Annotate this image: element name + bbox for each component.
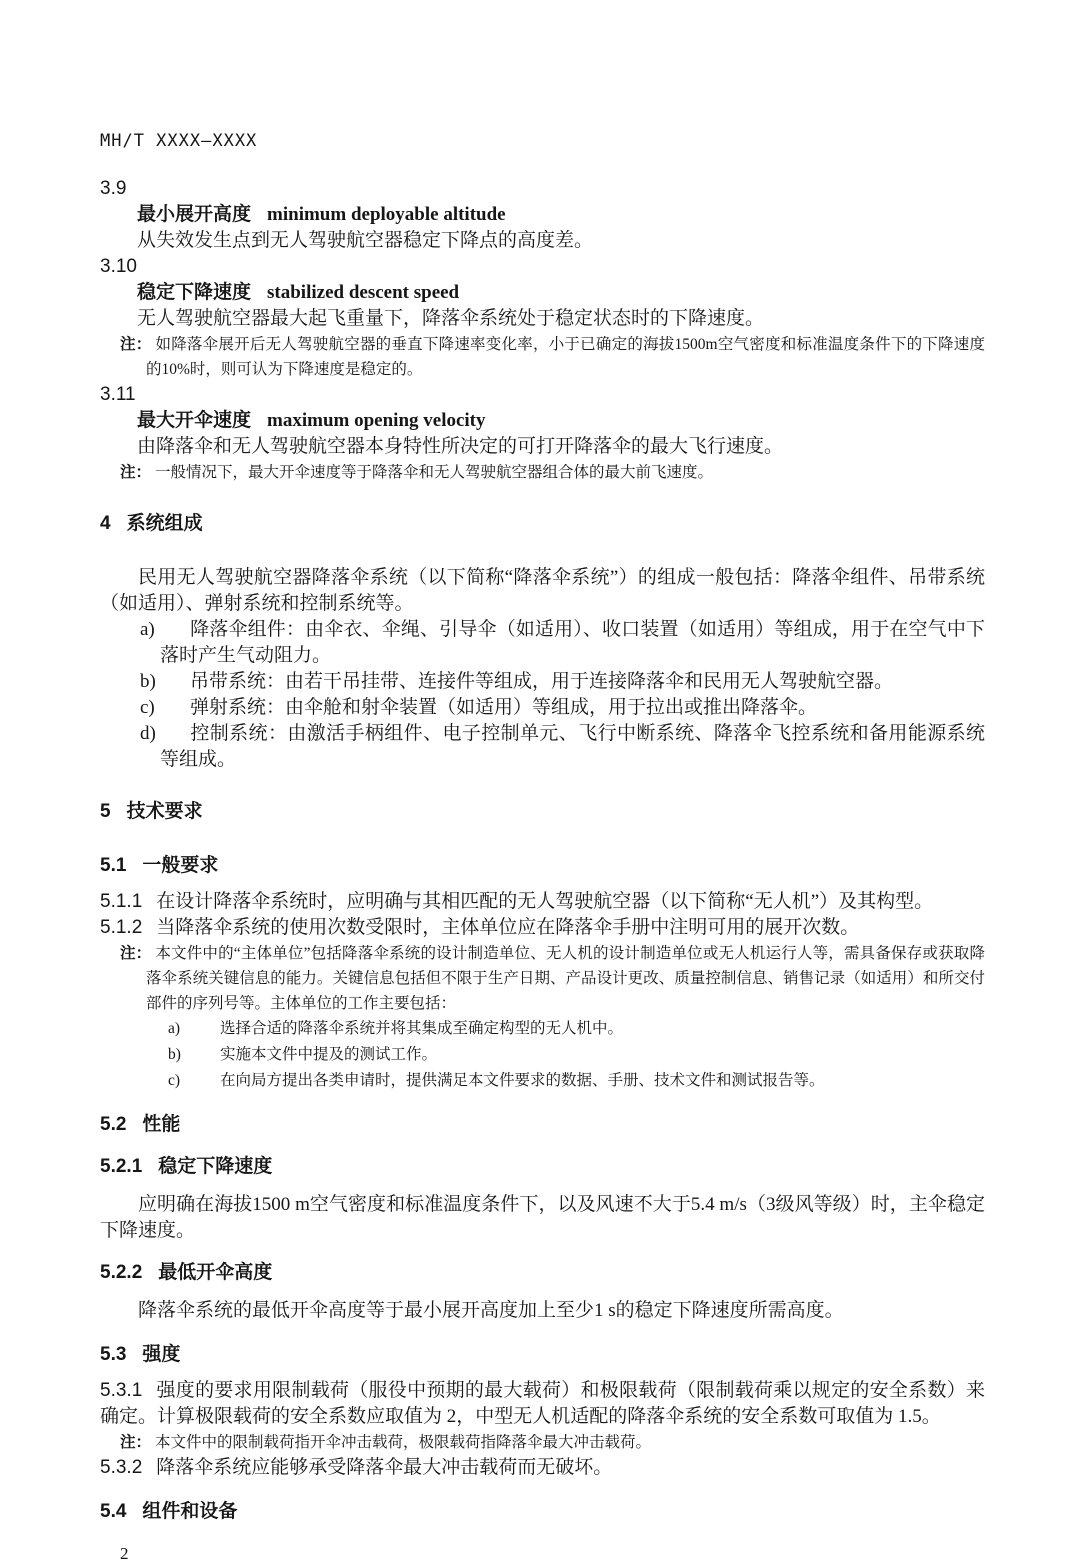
term-3-10-definition: 无人驾驶航空器最大起飞重量下，降落伞系统处于稳定状态时的下降速度。 xyxy=(137,308,765,329)
term-3-11-heading xyxy=(100,408,985,434)
list-text: 弹射系统：由伞舱和射伞装置（如适用）等组成，用于拉出或推出降落伞。 xyxy=(190,697,818,718)
section-title: 一般要求 xyxy=(142,855,219,876)
section-number: 5.1 xyxy=(100,855,127,876)
section-number: 5.4 xyxy=(100,1501,127,1522)
note-text: 本文件中的限制载荷指开伞冲击载荷，极限载荷指降落伞最大冲击载荷。 xyxy=(155,1434,652,1451)
clause-5-3-2 xyxy=(100,1455,985,1481)
list-marker: d) xyxy=(140,723,156,744)
note-text: 本文件中的“主体单位”包括降落伞系统的设计制造单位、无人机的设计制造单位或无人机运行人等，需具备保存或获取降落伞系统关键信息的能力。关键信息包括但不限于生产日期、产品设计更改、质量控制信息、销售记录（如适用）和所交付部件的序列号等。主体单位的工作主要包括： xyxy=(146,945,985,1012)
clause-5-1-1 xyxy=(100,889,985,915)
section-number: 4 xyxy=(100,513,111,534)
section-title: 最低开伞高度 xyxy=(158,1262,273,1283)
clause-text: 强度的要求用限制载荷（服役中预期的最大载荷）和极限载荷（限制载荷乘以规定的安全系数）来确定。计算极限载荷的安全系数应取值为 2，中型无人机适配的降落伞系统的安全系数可取值为 1.5。 xyxy=(100,1380,985,1427)
term-zh: 最大开伞速度 xyxy=(137,410,252,431)
term-3-10-heading xyxy=(100,280,985,306)
clause-5-1-2-note xyxy=(120,941,985,1016)
note-text: 一般情况下，最大开伞速度等于降落伞和无人驾驶航空器组合体的最大前飞速度。 xyxy=(155,464,714,481)
clause-5-1-2 xyxy=(100,915,985,941)
page-number: 2 xyxy=(120,1544,129,1563)
section-number: 5.2 xyxy=(100,1114,127,1135)
section-5-2-1-text: 应明确在海拔1500 m空气密度和标准温度条件下，以及风速不大于5.4 m/s（3级风等级）时，主伞稳定下降速度。 xyxy=(100,1194,985,1241)
clause-text: 当降落伞系统的使用次数受限时，主体单位应在降落伞手册中注明可用的展开次数。 xyxy=(156,917,860,938)
section-title: 组件和设备 xyxy=(142,1501,238,1522)
list-marker: b) xyxy=(168,1046,181,1063)
list-marker: c) xyxy=(140,697,155,718)
clause-5-3-1 xyxy=(100,1378,985,1430)
clause-number: 5.3.1 xyxy=(100,1380,143,1401)
clause-number: 5.1.1 xyxy=(100,891,143,912)
section-5-2-heading xyxy=(100,1112,985,1138)
clause-text: 降落伞系统应能够承受降落伞最大冲击载荷而无破坏。 xyxy=(156,1457,613,1478)
section-number: 5.2.1 xyxy=(100,1156,143,1177)
section-5-1-heading xyxy=(100,853,985,879)
list-text: 在向局方提出各类申请时，提供满足本文件要求的数据、手册、技术文件和测试报告等。 xyxy=(220,1072,825,1089)
term-zh: 最小展开高度 xyxy=(137,204,252,225)
term-zh: 稳定下降速度 xyxy=(137,282,252,303)
term-en: minimum deployable altitude xyxy=(267,204,506,225)
term-3-9-definition: 从失效发生点到无人驾驶航空器稳定下降点的高度差。 xyxy=(137,230,594,251)
term-3-10-note xyxy=(120,332,985,382)
note-label: 注： xyxy=(120,945,152,962)
document-code-header: MH/T XXXX—XXXX xyxy=(100,131,258,151)
section-title: 性能 xyxy=(142,1114,181,1135)
section-5-heading xyxy=(100,799,985,825)
section-5-4-heading xyxy=(100,1499,985,1525)
term-3-9-number: 3.9 xyxy=(100,178,127,199)
list-text: 吊带系统：由若干吊挂带、连接件等组成，用于连接降落伞和民用无人驾驶航空器。 xyxy=(190,671,894,692)
section-title: 系统组成 xyxy=(126,513,203,534)
note-list-item xyxy=(168,1016,985,1042)
clause-5-3-1-note xyxy=(120,1430,985,1455)
list-text: 降落伞组件：由伞衣、伞绳、引导伞（如适用）、收口装置（如适用）等组成，用于在空气中下落时产生气动阻力。 xyxy=(160,619,985,666)
term-en: stabilized descent speed xyxy=(267,282,460,303)
section-5-2-2-text: 降落伞系统的最低开伞高度等于最小展开高度加上至少1 s的稳定下降速度所需高度。 xyxy=(138,1300,844,1321)
term-3-11-number: 3.11 xyxy=(100,384,136,405)
note-label: 注： xyxy=(120,464,152,481)
list-marker: c) xyxy=(168,1072,181,1089)
clause-number: 5.1.2 xyxy=(100,917,143,938)
note-label: 注： xyxy=(120,1434,152,1451)
list-item xyxy=(140,669,985,695)
term-3-11-note xyxy=(120,460,985,485)
term-3-9-heading xyxy=(100,202,985,228)
clause-text: 在设计降落伞系统时，应明确与其相匹配的无人驾驶航空器（以下简称“无人机”）及其构型。 xyxy=(156,891,934,912)
list-text: 实施本文件中提及的测试工作。 xyxy=(220,1046,438,1063)
list-text: 选择合适的降落伞系统并将其集成至确定构型的无人机中。 xyxy=(220,1020,624,1037)
list-item xyxy=(140,721,985,773)
list-item xyxy=(140,617,985,669)
list-marker: b) xyxy=(140,671,156,692)
term-en: maximum opening velocity xyxy=(267,410,486,431)
section-number: 5.3 xyxy=(100,1344,127,1365)
list-marker: a) xyxy=(140,619,155,640)
term-3-10-number: 3.10 xyxy=(100,256,137,277)
clause-number: 5.3.2 xyxy=(100,1457,143,1478)
note-list-item xyxy=(168,1042,985,1068)
section-5-2-1-heading xyxy=(100,1154,985,1180)
note-text: 如降落伞展开后无人驾驶航空器的垂直下降速率变化率，小于已确定的海拔1500m空气密度和标准温度条件下的下降速度的10%时，则可认为下降速度是稳定的。 xyxy=(146,336,985,378)
list-text: 控制系统：由激活手柄组件、电子控制单元、飞行中断系统、降落伞飞控系统和备用能源系统等组成。 xyxy=(160,723,985,770)
term-3-11-definition: 由降落伞和无人驾驶航空器本身特性所决定的可打开降落伞的最大飞行速度。 xyxy=(137,436,784,457)
list-item xyxy=(140,695,985,721)
section-title: 技术要求 xyxy=(126,801,203,822)
section-5-2-2-heading xyxy=(100,1260,985,1286)
list-marker: a) xyxy=(168,1020,181,1037)
section-5-3-heading xyxy=(100,1342,985,1368)
section-title: 强度 xyxy=(142,1344,181,1365)
section-number: 5 xyxy=(100,801,111,822)
section-4-intro: 民用无人驾驶航空器降落伞系统（以下简称“降落伞系统”）的组成一般包括：降落伞组件、吊带系统（如适用）、弹射系统和控制系统等。 xyxy=(100,567,985,614)
note-list-item xyxy=(168,1068,985,1094)
section-4-heading xyxy=(100,511,985,537)
section-title: 稳定下降速度 xyxy=(158,1156,273,1177)
note-label: 注： xyxy=(120,336,152,353)
section-number: 5.2.2 xyxy=(100,1262,143,1283)
